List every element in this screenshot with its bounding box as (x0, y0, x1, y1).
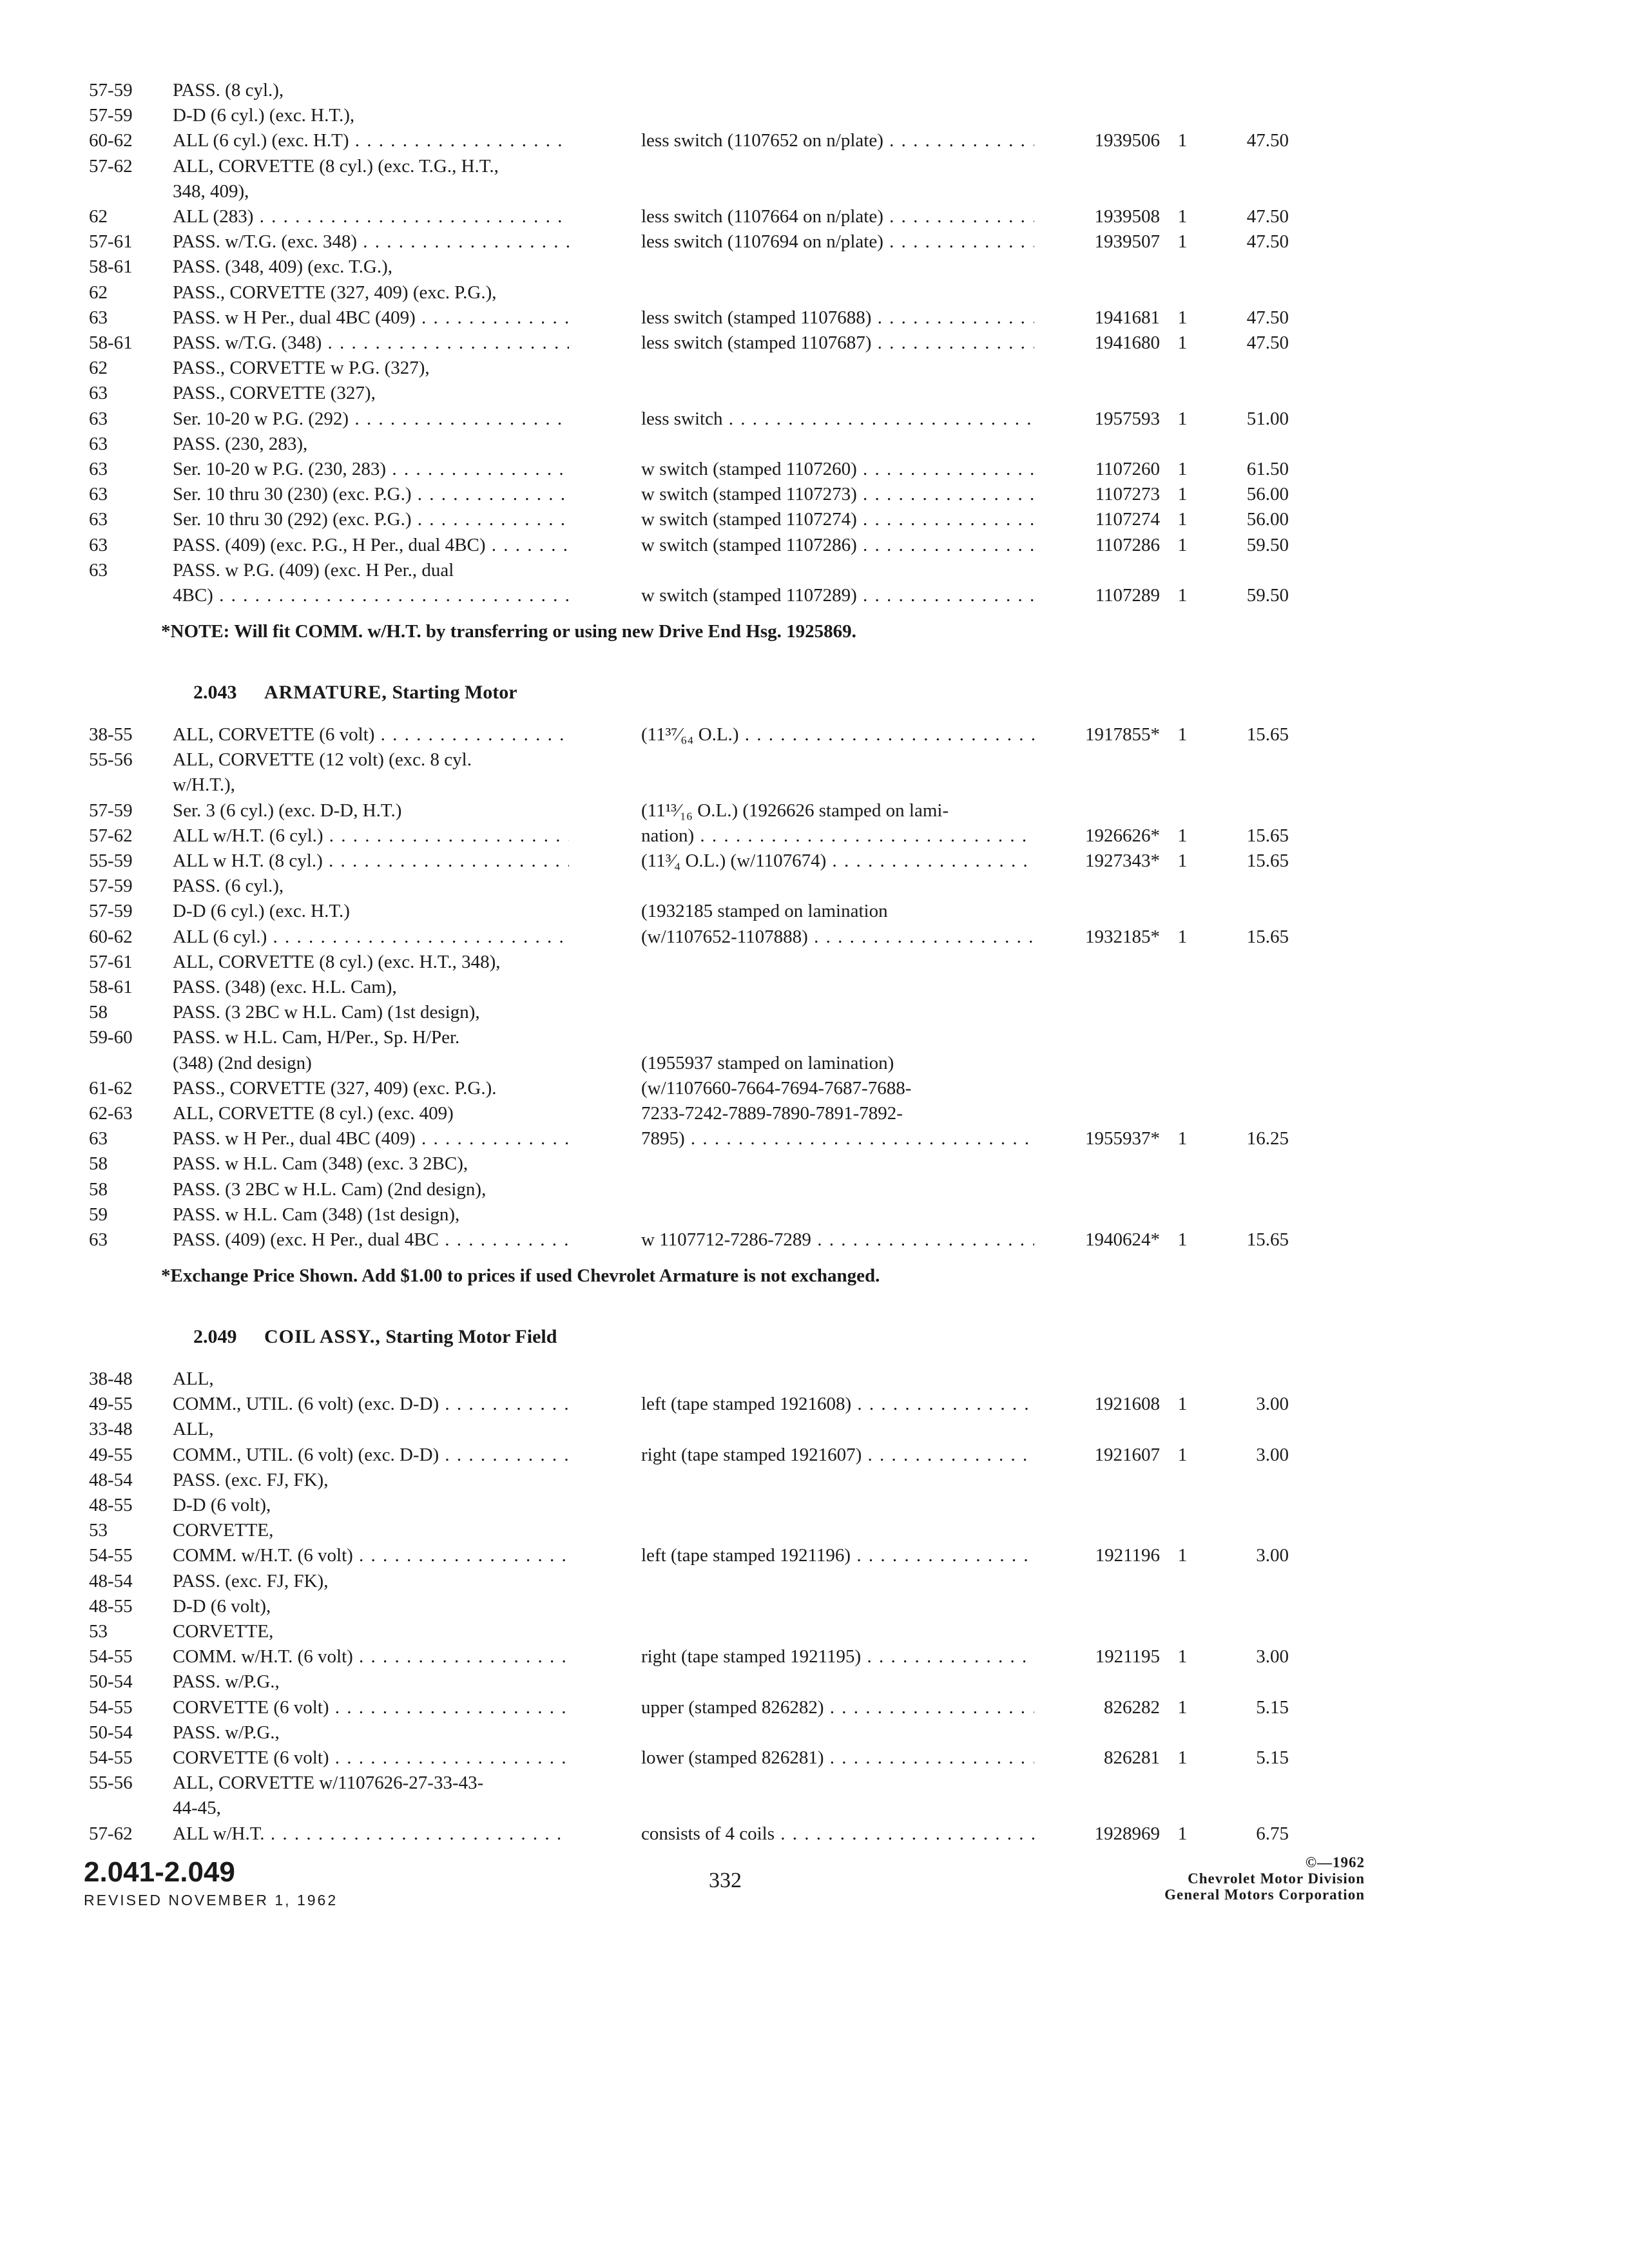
price: 3.00 (1256, 1646, 1289, 1667)
application: PASS., CORVETTE (327, 409) (exc. P.G.), (173, 282, 497, 303)
year-range: 60-62 (89, 130, 133, 151)
table-row (0, 1050, 1629, 1076)
part-number: 1941680 (1094, 332, 1160, 353)
copyright: ©—1962 (1305, 1854, 1365, 1870)
year-range: 62-63 (89, 1103, 133, 1124)
table-row (0, 355, 1629, 381)
application: ALL, CORVETTE (6 volt) . . . (173, 722, 569, 747)
part-number: 1107286 (1095, 534, 1160, 555)
quantity: 1 (1177, 1128, 1188, 1149)
year-range: 57-59 (89, 80, 133, 101)
description: nation) . . . (641, 823, 1034, 849)
application: D-D (6 volt), (173, 1495, 271, 1515)
year-range: 58 (89, 1002, 108, 1023)
table-row (0, 456, 1629, 482)
price: 47.50 (1246, 130, 1289, 151)
year-range: 57-62 (89, 825, 133, 846)
year-range: 57-59 (89, 901, 133, 922)
quantity: 1 (1177, 231, 1188, 253)
application: PASS. (409) (exc. P.G., H Per., dual 4BC) . . . (173, 532, 569, 558)
part-number: 1917855* (1085, 724, 1160, 745)
price: 59.50 (1246, 585, 1289, 606)
price: 3.00 (1256, 1394, 1289, 1415)
revision-date: REVISED NOVEMBER 1, 1962 (84, 1892, 338, 1908)
application: PASS. w H Per., dual 4BC (409) . . . (173, 305, 569, 331)
application: COMM., UTIL. (6 volt) (exc. D-D) . . . (173, 1391, 569, 1417)
application: PASS. w H.L. Cam (348) (1st design), (173, 1204, 460, 1225)
table-row (0, 722, 1629, 747)
year-range: 62 (89, 206, 108, 227)
part-number: 1107260 (1095, 459, 1160, 479)
description: less switch (1107652 on n/plate) . . . (641, 128, 1034, 153)
application: COMM., UTIL. (6 volt) (exc. D-D) . . . (173, 1442, 569, 1468)
year-range: 58-61 (89, 332, 133, 353)
table-row (0, 949, 1629, 975)
quantity: 1 (1177, 1823, 1188, 1844)
application: D-D (6 cyl.) (exc. H.T.) (173, 901, 350, 922)
price: 15.65 (1246, 926, 1289, 947)
application: PASS. (8 cyl.), (173, 80, 284, 101)
quantity: 1 (1177, 825, 1188, 846)
year-range: 63 (89, 559, 108, 581)
table-row (0, 506, 1629, 532)
table-row (0, 557, 1629, 583)
year-range: 63 (89, 1229, 108, 1250)
table-row (0, 1227, 1629, 1253)
description: 7233-7242-7889-7890-7891-7892- (641, 1103, 903, 1124)
table-row (0, 924, 1629, 950)
application: (348) (2nd design) (173, 1052, 312, 1073)
part-number: 1921195 (1095, 1646, 1160, 1667)
table-row (0, 1795, 1629, 1821)
table-row (0, 1695, 1629, 1720)
part-number: 826281 (1104, 1747, 1160, 1768)
section-range: 2.041-2.049 (84, 1856, 235, 1888)
table-row (0, 772, 1629, 798)
table-row (0, 873, 1629, 899)
year-range: 49-55 (89, 1394, 133, 1415)
year-range: 57-61 (89, 951, 133, 972)
part-number: 1939508 (1094, 206, 1160, 227)
price: 5.15 (1256, 1747, 1289, 1768)
footer-section-ref (84, 1856, 338, 1911)
year-range: 57-59 (89, 800, 133, 821)
table-row (0, 1770, 1629, 1796)
application: CORVETTE (6 volt) . . . (173, 1745, 569, 1771)
table-row (0, 102, 1629, 128)
price: 5.15 (1256, 1696, 1289, 1718)
application: PASS. (409) (exc. H Per., dual 4BC . . . (173, 1227, 569, 1253)
quantity: 1 (1177, 1545, 1188, 1566)
table-row (0, 254, 1629, 280)
application: ALL, (173, 1419, 214, 1440)
year-range: 50-54 (89, 1671, 133, 1693)
table-row (0, 1366, 1629, 1392)
quantity: 1 (1177, 307, 1188, 328)
year-range: 63 (89, 459, 108, 479)
table-row (0, 1593, 1629, 1619)
quantity: 1 (1177, 534, 1188, 555)
price: 3.00 (1256, 1545, 1289, 1566)
year-range: 57-59 (89, 105, 133, 126)
quantity: 1 (1177, 1747, 1188, 1768)
year-range: 63 (89, 408, 108, 429)
quantity: 1 (1177, 1646, 1188, 1667)
application: PASS. w/T.G. (348) . . . (173, 330, 569, 356)
table-row (0, 1517, 1629, 1543)
application: ALL (6 cyl.) . . . (173, 924, 569, 950)
application: CORVETTE, (173, 1520, 274, 1541)
price: 47.50 (1246, 231, 1289, 253)
year-range: 54-55 (89, 1747, 133, 1768)
table-row (0, 128, 1629, 153)
description: w 1107712-7286-7289 . . . (641, 1227, 1034, 1253)
part-number: 1932185* (1085, 926, 1160, 947)
table-row (0, 848, 1629, 874)
table-row (0, 1024, 1629, 1050)
part-number: 1940624* (1085, 1229, 1160, 1250)
quantity: 1 (1177, 850, 1188, 871)
application: ALL w H.T. (8 cyl.) . . . (173, 848, 569, 874)
year-range: 55-59 (89, 850, 133, 871)
application: ALL, (173, 1369, 214, 1389)
description: w switch (stamped 1107260) . . . (641, 456, 1034, 482)
year-range: 61-62 (89, 1077, 133, 1099)
table-row (0, 1568, 1629, 1594)
application: COMM. w/H.T. (6 volt) . . . (173, 1542, 569, 1568)
price: 56.00 (1246, 509, 1289, 530)
table-row (0, 431, 1629, 457)
table-row (0, 406, 1629, 432)
table-row (0, 1177, 1629, 1202)
application: Ser. 10 thru 30 (292) (exc. P.G.) . . . (173, 506, 569, 532)
price: 16.25 (1246, 1128, 1289, 1149)
year-range: 53 (89, 1520, 108, 1541)
year-range: 54-55 (89, 1646, 133, 1667)
description: less switch (stamped 1107688) . . . (641, 305, 1034, 331)
table-row (0, 1391, 1629, 1417)
application: Ser. 10 thru 30 (230) (exc. P.G.) . . . (173, 481, 569, 507)
year-range: 49-55 (89, 1444, 133, 1465)
application: PASS. w H.L. Cam, H/Per., Sp. H/Per. (173, 1027, 460, 1048)
application: PASS. (exc. FJ, FK), (173, 1469, 329, 1490)
application: PASS. (348, 409) (exc. T.G.), (173, 256, 393, 278)
application: PASS. (3 2BC w H.L. Cam) (2nd design), (173, 1178, 487, 1200)
table-row (0, 1151, 1629, 1177)
division-name: Chevrolet Motor Division (1188, 1870, 1365, 1887)
price: 47.50 (1246, 307, 1289, 328)
quantity: 1 (1177, 408, 1188, 429)
description: w switch (stamped 1107274) . . . (641, 506, 1034, 532)
description: upper (stamped 826282) . . . (641, 1695, 1034, 1720)
application: ALL w/H.T. . . . (173, 1821, 569, 1847)
fit-note: *NOTE: Will fit COMM. w/H.T. by transferring or using new Drive End Hsg. 1925869. (161, 621, 856, 642)
price: 47.50 (1246, 332, 1289, 353)
year-range: 62 (89, 358, 108, 379)
part-number: 1939507 (1094, 231, 1160, 253)
description: less switch (1107694 on n/plate) . . . (641, 229, 1034, 255)
quantity: 1 (1177, 585, 1188, 606)
application: PASS., CORVETTE w P.G. (327), (173, 358, 430, 379)
description: less switch (stamped 1107687) . . . (641, 330, 1034, 356)
table-row (0, 1126, 1629, 1151)
application: ALL, CORVETTE (8 cyl.) (exc. 409) (173, 1103, 454, 1124)
application: ALL, CORVETTE w/1107626-27-33-43- (173, 1773, 484, 1794)
year-range: 63 (89, 509, 108, 530)
section-number: 2.043 (193, 682, 237, 703)
table-row (0, 1442, 1629, 1468)
year-range: 54-55 (89, 1545, 133, 1566)
part-number: 1921607 (1094, 1444, 1160, 1465)
year-range: 58-61 (89, 256, 133, 278)
quantity: 1 (1177, 1229, 1188, 1250)
application: 44-45, (173, 1798, 221, 1819)
table-row (0, 582, 1629, 608)
price: 56.00 (1246, 484, 1289, 505)
part-number: 1957593 (1094, 408, 1160, 429)
year-range: 33-48 (89, 1419, 133, 1440)
year-range: 38-55 (89, 724, 133, 745)
section-number: 2.049 (193, 1326, 237, 1347)
table-row (0, 823, 1629, 849)
description: (w/1107652-1107888) . . . (641, 924, 1034, 950)
price: 51.00 (1246, 408, 1289, 429)
quantity: 1 (1177, 1444, 1188, 1465)
year-range: 63 (89, 1128, 108, 1149)
quantity: 1 (1177, 1696, 1188, 1718)
description: less switch (1107664 on n/plate) . . . (641, 204, 1034, 229)
table-row (0, 1416, 1629, 1442)
price: 6.75 (1256, 1823, 1289, 1844)
description: w switch (stamped 1107289) . . . (641, 582, 1034, 608)
publisher-block (1164, 1854, 1365, 1903)
table-row (0, 77, 1629, 103)
part-number: 1927343* (1085, 850, 1160, 871)
description: less switch . . . (641, 406, 1034, 432)
year-range: 50-54 (89, 1722, 133, 1743)
application: PASS. (348) (exc. H.L. Cam), (173, 977, 397, 997)
application: Ser. 10-20 w P.G. (292) . . . (173, 406, 569, 432)
description: w switch (stamped 1107286) . . . (641, 532, 1034, 558)
application: PASS. (230, 283), (173, 433, 308, 454)
section-title: ARMATURE, Starting Motor (264, 682, 517, 703)
year-range: 60-62 (89, 926, 133, 947)
application: Ser. 10-20 w P.G. (230, 283) . . . (173, 456, 569, 482)
year-range: 53 (89, 1621, 108, 1642)
table-row (0, 481, 1629, 507)
quantity: 1 (1177, 332, 1188, 353)
description: (w/1107660-7664-7694-7687-7688- (641, 1077, 912, 1099)
section-title: COIL ASSY., Starting Motor Field (264, 1326, 557, 1347)
table-row (0, 1619, 1629, 1644)
table-row (0, 1467, 1629, 1493)
table-row (0, 280, 1629, 305)
application: PASS. (3 2BC w H.L. Cam) (1st design), (173, 1002, 480, 1023)
year-range: 48-54 (89, 1570, 133, 1591)
quantity: 1 (1177, 1394, 1188, 1415)
table-row (0, 229, 1629, 255)
description: (1955937 stamped on lamination) (641, 1052, 894, 1073)
application: PASS., CORVETTE (327), (173, 383, 376, 404)
application: CORVETTE, (173, 1621, 274, 1642)
table-row (0, 532, 1629, 558)
table-row (0, 153, 1629, 179)
table-row (0, 798, 1629, 823)
table-row (0, 1644, 1629, 1669)
application: ALL (6 cyl.) (exc. H.T) . . . (173, 128, 569, 153)
part-number: 1921608 (1094, 1394, 1160, 1415)
part-number: 1107273 (1095, 484, 1160, 505)
part-number: 1939506 (1094, 130, 1160, 151)
year-range: 58-61 (89, 977, 133, 997)
table-row (0, 1720, 1629, 1745)
application: 4BC) . . . (173, 582, 569, 608)
part-number: 1921196 (1095, 1545, 1160, 1566)
application: ALL (283) . . . (173, 204, 569, 229)
description: right (tape stamped 1921195) . . . (641, 1644, 1034, 1669)
table-row (0, 1669, 1629, 1695)
year-range: 58 (89, 1178, 108, 1200)
year-range: 63 (89, 383, 108, 404)
year-range: 38-48 (89, 1369, 133, 1389)
application: PASS. w/T.G. (exc. 348) . . . (173, 229, 569, 255)
price: 47.50 (1246, 206, 1289, 227)
description: left (tape stamped 1921608) . . . (641, 1391, 1034, 1417)
part-number: 1107274 (1095, 509, 1160, 530)
price: 15.65 (1246, 825, 1289, 846)
table-row (0, 1492, 1629, 1518)
year-range: 63 (89, 307, 108, 328)
application: CORVETTE (6 volt) . . . (173, 1695, 569, 1720)
description: right (tape stamped 1921607) . . . (641, 1442, 1034, 1468)
part-number: 1928969 (1094, 1823, 1160, 1844)
application: PASS. w H Per., dual 4BC (409) . . . (173, 1126, 569, 1151)
quantity: 1 (1177, 509, 1188, 530)
description: (11³⁷⁄₆₄ O.L.) . . . (641, 722, 1034, 747)
price: 15.65 (1246, 724, 1289, 745)
description: (11¹³⁄₁₆ O.L.) (1926626 stamped on lami- (641, 800, 949, 821)
application: D-D (6 volt), (173, 1595, 271, 1617)
year-range: 48-55 (89, 1495, 133, 1515)
year-range: 59-60 (89, 1027, 133, 1048)
quantity: 1 (1177, 724, 1188, 745)
application: PASS. w H.L. Cam (348) (exc. 3 2BC), (173, 1153, 468, 1175)
year-range: 63 (89, 433, 108, 454)
application: COMM. w/H.T. (6 volt) . . . (173, 1644, 569, 1669)
application: PASS. w/P.G., (173, 1722, 280, 1743)
table-row (0, 305, 1629, 331)
table-row (0, 1100, 1629, 1126)
table-row (0, 898, 1629, 924)
corporation-name: General Motors Corporation (1164, 1887, 1365, 1903)
application: ALL w/H.T. (6 cyl.) . . . (173, 823, 569, 849)
application: PASS. (6 cyl.), (173, 876, 284, 897)
description: 7895) . . . (641, 1126, 1034, 1151)
application: w/H.T.), (173, 774, 235, 796)
application: PASS. w/P.G., (173, 1671, 280, 1693)
table-row (0, 1202, 1629, 1227)
application: ALL, CORVETTE (8 cyl.) (exc. H.T., 348), (173, 951, 501, 972)
year-range: 59 (89, 1204, 108, 1225)
year-range: 57-59 (89, 876, 133, 897)
table-row (0, 1075, 1629, 1101)
table-row (0, 974, 1629, 1000)
table-row (0, 204, 1629, 229)
table-row (0, 999, 1629, 1025)
part-number: 1955937* (1085, 1128, 1160, 1149)
year-range: 62 (89, 282, 108, 303)
quantity: 1 (1177, 130, 1188, 151)
application: Ser. 3 (6 cyl.) (exc. D-D, H.T.) (173, 800, 402, 821)
description: consists of 4 coils . . . (641, 1821, 1034, 1847)
quantity: 1 (1177, 484, 1188, 505)
exchange-note: *Exchange Price Shown. Add $1.00 to prices if used Chevrolet Armature is not exchanged. (161, 1265, 880, 1286)
table-row (0, 1745, 1629, 1771)
part-number: 826282 (1104, 1696, 1160, 1718)
description: w switch (stamped 1107273) . . . (641, 481, 1034, 507)
description: lower (stamped 826281) . . . (641, 1745, 1034, 1771)
year-range: 55-56 (89, 749, 133, 771)
table-row (0, 178, 1629, 204)
part-number: 1107289 (1095, 585, 1160, 606)
quantity: 1 (1177, 926, 1188, 947)
quantity: 1 (1177, 206, 1188, 227)
price: 15.65 (1246, 850, 1289, 871)
description: (11³⁄₄ O.L.) (w/1107674) . . . (641, 848, 1034, 874)
table-row (0, 1821, 1629, 1847)
application: ALL, CORVETTE (8 cyl.) (exc. T.G., H.T., (173, 155, 499, 177)
table-row (0, 1542, 1629, 1568)
description: (1932185 stamped on lamination (641, 901, 888, 922)
year-range: 57-61 (89, 231, 133, 253)
year-range: 57-62 (89, 1823, 133, 1844)
year-range: 63 (89, 484, 108, 505)
year-range: 54-55 (89, 1696, 133, 1718)
application: PASS. w P.G. (409) (exc. H Per., dual (173, 559, 454, 581)
table-row (0, 380, 1629, 406)
part-number: 1941681 (1094, 307, 1160, 328)
price: 61.50 (1246, 459, 1289, 479)
application: PASS., CORVETTE (327, 409) (exc. P.G.). (173, 1077, 497, 1099)
price: 59.50 (1246, 534, 1289, 555)
year-range: 55-56 (89, 1773, 133, 1794)
application: ALL, CORVETTE (12 volt) (exc. 8 cyl. (173, 749, 472, 771)
application: 348, 409), (173, 180, 249, 202)
description: left (tape stamped 1921196) . . . (641, 1542, 1034, 1568)
application: D-D (6 cyl.) (exc. H.T.), (173, 105, 355, 126)
year-range: 48-55 (89, 1595, 133, 1617)
application: PASS. (exc. FJ, FK), (173, 1570, 329, 1591)
price: 15.65 (1246, 1229, 1289, 1250)
year-range: 63 (89, 534, 108, 555)
table-row (0, 330, 1629, 356)
price: 3.00 (1256, 1444, 1289, 1465)
part-number: 1926626* (1085, 825, 1160, 846)
year-range: 48-54 (89, 1469, 133, 1490)
page-number: 332 (709, 1869, 742, 1892)
quantity: 1 (1177, 459, 1188, 479)
table-row (0, 747, 1629, 773)
year-range: 58 (89, 1153, 108, 1175)
year-range: 57-62 (89, 155, 133, 177)
